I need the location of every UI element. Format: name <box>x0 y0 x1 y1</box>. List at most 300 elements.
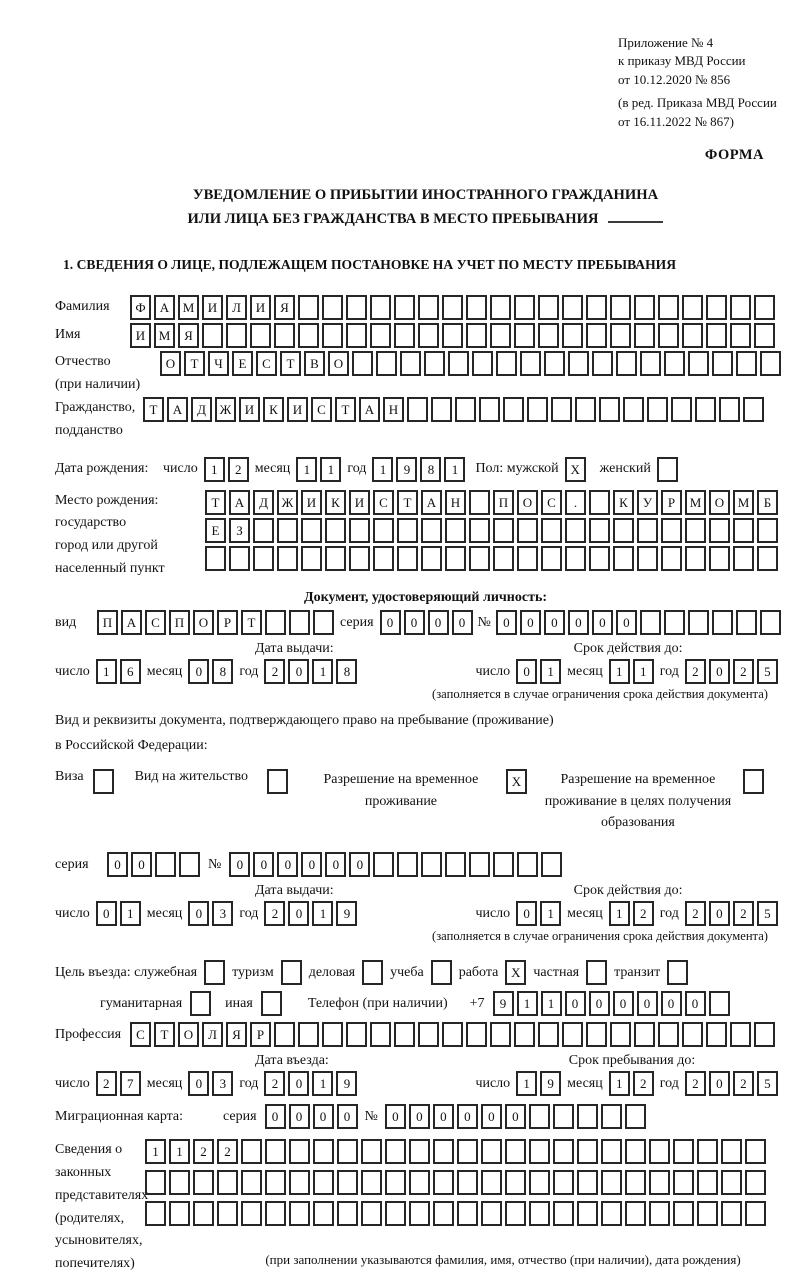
filled-cell[interactable]: Н <box>383 397 404 422</box>
empty-cell[interactable] <box>400 351 421 376</box>
empty-cell[interactable] <box>298 1022 319 1047</box>
empty-cell[interactable] <box>472 351 493 376</box>
filled-cell[interactable]: П <box>97 610 118 635</box>
filled-cell[interactable]: 0 <box>709 1071 730 1096</box>
empty-cell[interactable] <box>385 1201 406 1226</box>
filled-cell[interactable]: 0 <box>301 852 322 877</box>
filled-cell[interactable]: 0 <box>265 1104 286 1129</box>
filled-cell[interactable]: М <box>685 490 706 515</box>
filled-cell[interactable]: А <box>229 490 250 515</box>
filled-cell[interactable]: 0 <box>496 610 517 635</box>
empty-cell[interactable] <box>682 1022 703 1047</box>
empty-cell[interactable] <box>640 610 661 635</box>
empty-cell[interactable] <box>688 351 709 376</box>
filled-cell[interactable]: 5 <box>757 659 778 684</box>
empty-cell[interactable] <box>253 518 274 543</box>
filled-cell[interactable]: Т <box>184 351 205 376</box>
filled-cell[interactable]: 9 <box>396 457 417 482</box>
filled-cell[interactable]: 0 <box>288 901 309 926</box>
empty-cell[interactable] <box>469 490 490 515</box>
empty-cell[interactable] <box>685 546 706 571</box>
empty-cell[interactable] <box>493 518 514 543</box>
filled-cell[interactable]: А <box>421 490 442 515</box>
empty-cell[interactable] <box>466 1022 487 1047</box>
filled-cell[interactable]: 1 <box>372 457 393 482</box>
filled-cell[interactable]: 2 <box>264 1071 285 1096</box>
empty-cell[interactable] <box>577 1139 598 1164</box>
empty-cell[interactable] <box>445 518 466 543</box>
empty-cell[interactable] <box>745 1201 766 1226</box>
empty-cell[interactable] <box>469 546 490 571</box>
filled-cell[interactable]: 9 <box>493 991 514 1016</box>
empty-cell[interactable] <box>553 1201 574 1226</box>
empty-cell[interactable] <box>409 1201 430 1226</box>
empty-cell[interactable] <box>625 1139 646 1164</box>
empty-cell[interactable] <box>697 1139 718 1164</box>
filled-cell[interactable]: П <box>169 610 190 635</box>
empty-cell[interactable] <box>493 852 514 877</box>
empty-cell[interactable] <box>647 397 668 422</box>
empty-cell[interactable] <box>418 323 439 348</box>
empty-cell[interactable] <box>601 1104 622 1129</box>
empty-cell[interactable] <box>743 397 764 422</box>
empty-cell[interactable] <box>373 518 394 543</box>
empty-cell[interactable] <box>424 351 445 376</box>
filled-cell[interactable]: 6 <box>120 659 141 684</box>
filled-cell[interactable]: 2 <box>264 659 285 684</box>
empty-cell[interactable] <box>397 852 418 877</box>
filled-cell[interactable]: 1 <box>312 901 333 926</box>
filled-cell[interactable]: В <box>304 351 325 376</box>
filled-cell[interactable]: И <box>202 295 223 320</box>
empty-cell[interactable] <box>664 610 685 635</box>
empty-cell[interactable] <box>322 1022 343 1047</box>
empty-cell[interactable] <box>202 323 223 348</box>
filled-cell[interactable]: 0 <box>565 991 586 1016</box>
empty-cell[interactable] <box>541 518 562 543</box>
filled-cell[interactable]: 0 <box>544 610 565 635</box>
filled-cell[interactable]: 9 <box>336 1071 357 1096</box>
filled-cell[interactable]: 0 <box>661 991 682 1016</box>
empty-cell[interactable] <box>281 960 302 985</box>
empty-cell[interactable] <box>538 1022 559 1047</box>
empty-cell[interactable] <box>503 397 524 422</box>
filled-cell[interactable]: Е <box>205 518 226 543</box>
filled-cell[interactable]: С <box>541 490 562 515</box>
filled-cell[interactable]: Ф <box>130 295 151 320</box>
filled-cell[interactable]: К <box>325 490 346 515</box>
empty-cell[interactable] <box>544 351 565 376</box>
filled-cell[interactable]: 1 <box>296 457 317 482</box>
empty-cell[interactable] <box>589 490 610 515</box>
filled-cell[interactable]: 1 <box>633 659 654 684</box>
empty-cell[interactable] <box>649 1170 670 1195</box>
filled-cell[interactable]: 1 <box>312 1071 333 1096</box>
filled-cell[interactable]: 0 <box>253 852 274 877</box>
empty-cell[interactable] <box>313 610 334 635</box>
empty-cell[interactable] <box>706 1022 727 1047</box>
empty-cell[interactable] <box>706 295 727 320</box>
filled-cell[interactable]: 8 <box>420 457 441 482</box>
filled-cell[interactable]: 1 <box>541 991 562 1016</box>
filled-cell[interactable]: Р <box>250 1022 271 1047</box>
empty-cell[interactable] <box>505 1201 526 1226</box>
empty-cell[interactable] <box>418 295 439 320</box>
empty-cell[interactable] <box>274 1022 295 1047</box>
filled-cell[interactable]: О <box>328 351 349 376</box>
filled-cell[interactable]: 0 <box>520 610 541 635</box>
empty-cell[interactable] <box>682 295 703 320</box>
filled-cell[interactable]: Т <box>154 1022 175 1047</box>
empty-cell[interactable] <box>658 295 679 320</box>
empty-cell[interactable] <box>261 991 282 1016</box>
empty-cell[interactable] <box>442 295 463 320</box>
empty-cell[interactable] <box>529 1201 550 1226</box>
filled-cell[interactable]: 0 <box>592 610 613 635</box>
empty-cell[interactable] <box>145 1170 166 1195</box>
empty-cell[interactable] <box>743 769 764 794</box>
empty-cell[interactable] <box>241 1139 262 1164</box>
empty-cell[interactable] <box>754 1022 775 1047</box>
empty-cell[interactable] <box>673 1139 694 1164</box>
filled-cell[interactable]: 0 <box>516 901 537 926</box>
empty-cell[interactable] <box>265 1201 286 1226</box>
empty-cell[interactable] <box>265 1170 286 1195</box>
empty-cell[interactable] <box>277 546 298 571</box>
filled-cell[interactable]: 1 <box>609 659 630 684</box>
empty-cell[interactable] <box>493 546 514 571</box>
empty-cell[interactable] <box>754 323 775 348</box>
empty-cell[interactable] <box>289 1139 310 1164</box>
filled-cell[interactable]: С <box>311 397 332 422</box>
empty-cell[interactable] <box>673 1201 694 1226</box>
empty-cell[interactable] <box>601 1201 622 1226</box>
empty-cell[interactable] <box>658 323 679 348</box>
empty-cell[interactable] <box>664 351 685 376</box>
empty-cell[interactable] <box>217 1170 238 1195</box>
empty-cell[interactable] <box>733 518 754 543</box>
empty-cell[interactable] <box>169 1170 190 1195</box>
empty-cell[interactable] <box>241 1201 262 1226</box>
empty-cell[interactable] <box>568 351 589 376</box>
filled-cell[interactable]: И <box>349 490 370 515</box>
empty-cell[interactable] <box>373 546 394 571</box>
empty-cell[interactable] <box>586 960 607 985</box>
filled-cell[interactable]: 0 <box>288 659 309 684</box>
filled-cell[interactable]: Д <box>253 490 274 515</box>
empty-cell[interactable] <box>589 546 610 571</box>
filled-cell[interactable]: С <box>130 1022 151 1047</box>
filled-cell[interactable]: 0 <box>188 901 209 926</box>
empty-cell[interactable] <box>407 397 428 422</box>
empty-cell[interactable] <box>505 1139 526 1164</box>
empty-cell[interactable] <box>361 1201 382 1226</box>
empty-cell[interactable] <box>481 1139 502 1164</box>
empty-cell[interactable] <box>517 518 538 543</box>
filled-cell[interactable]: 2 <box>633 1071 654 1096</box>
empty-cell[interactable] <box>730 323 751 348</box>
filled-cell[interactable]: Т <box>143 397 164 422</box>
filled-cell[interactable]: Т <box>397 490 418 515</box>
filled-cell[interactable]: 1 <box>516 1071 537 1096</box>
empty-cell[interactable] <box>661 518 682 543</box>
filled-cell[interactable]: 2 <box>96 1071 117 1096</box>
filled-cell[interactable]: 2 <box>264 901 285 926</box>
filled-cell[interactable]: 1 <box>96 659 117 684</box>
empty-cell[interactable] <box>517 546 538 571</box>
filled-cell[interactable]: П <box>493 490 514 515</box>
empty-cell[interactable] <box>169 1201 190 1226</box>
empty-cell[interactable] <box>421 852 442 877</box>
filled-cell[interactable]: 0 <box>457 1104 478 1129</box>
filled-cell[interactable]: 0 <box>516 659 537 684</box>
empty-cell[interactable] <box>490 323 511 348</box>
empty-cell[interactable] <box>466 323 487 348</box>
empty-cell[interactable] <box>745 1139 766 1164</box>
empty-cell[interactable] <box>442 1022 463 1047</box>
empty-cell[interactable] <box>337 1201 358 1226</box>
filled-cell[interactable]: И <box>301 490 322 515</box>
empty-cell[interactable] <box>145 1201 166 1226</box>
empty-cell[interactable] <box>565 546 586 571</box>
filled-cell[interactable]: Ч <box>208 351 229 376</box>
empty-cell[interactable] <box>448 351 469 376</box>
empty-cell[interactable] <box>695 397 716 422</box>
empty-cell[interactable] <box>301 518 322 543</box>
filled-cell[interactable]: У <box>637 490 658 515</box>
empty-cell[interactable] <box>445 852 466 877</box>
empty-cell[interactable] <box>313 1139 334 1164</box>
filled-cell[interactable]: 1 <box>312 659 333 684</box>
filled-cell[interactable]: 0 <box>685 991 706 1016</box>
empty-cell[interactable] <box>577 1201 598 1226</box>
empty-cell[interactable] <box>370 323 391 348</box>
empty-cell[interactable] <box>253 546 274 571</box>
filled-cell[interactable]: М <box>178 295 199 320</box>
empty-cell[interactable] <box>409 1139 430 1164</box>
filled-cell[interactable]: Ж <box>215 397 236 422</box>
filled-cell[interactable]: 0 <box>325 852 346 877</box>
filled-cell[interactable]: 0 <box>709 659 730 684</box>
filled-cell[interactable]: Я <box>178 323 199 348</box>
empty-cell[interactable] <box>562 295 583 320</box>
empty-cell[interactable] <box>697 1170 718 1195</box>
empty-cell[interactable] <box>514 323 535 348</box>
empty-cell[interactable] <box>640 351 661 376</box>
empty-cell[interactable] <box>586 323 607 348</box>
empty-cell[interactable] <box>541 852 562 877</box>
empty-cell[interactable] <box>745 1170 766 1195</box>
filled-cell[interactable]: 1 <box>169 1139 190 1164</box>
empty-cell[interactable] <box>575 397 596 422</box>
filled-cell[interactable]: 2 <box>685 1071 706 1096</box>
empty-cell[interactable] <box>481 1201 502 1226</box>
empty-cell[interactable] <box>529 1139 550 1164</box>
empty-cell[interactable] <box>277 518 298 543</box>
empty-cell[interactable] <box>325 546 346 571</box>
empty-cell[interactable] <box>490 1022 511 1047</box>
filled-cell[interactable]: X <box>506 769 527 794</box>
filled-cell[interactable]: И <box>250 295 271 320</box>
empty-cell[interactable] <box>469 518 490 543</box>
empty-cell[interactable] <box>682 323 703 348</box>
filled-cell[interactable]: М <box>154 323 175 348</box>
empty-cell[interactable] <box>349 518 370 543</box>
filled-cell[interactable]: 3 <box>212 901 233 926</box>
filled-cell[interactable]: А <box>154 295 175 320</box>
filled-cell[interactable]: 2 <box>228 457 249 482</box>
filled-cell[interactable]: 1 <box>517 991 538 1016</box>
empty-cell[interactable] <box>337 1170 358 1195</box>
empty-cell[interactable] <box>193 1201 214 1226</box>
filled-cell[interactable]: 0 <box>349 852 370 877</box>
empty-cell[interactable] <box>433 1170 454 1195</box>
empty-cell[interactable] <box>673 1170 694 1195</box>
filled-cell[interactable]: Л <box>226 295 247 320</box>
empty-cell[interactable] <box>514 1022 535 1047</box>
filled-cell[interactable]: 0 <box>452 610 473 635</box>
empty-cell[interactable] <box>457 1201 478 1226</box>
filled-cell[interactable]: Я <box>274 295 295 320</box>
empty-cell[interactable] <box>373 852 394 877</box>
empty-cell[interactable] <box>754 295 775 320</box>
empty-cell[interactable] <box>445 546 466 571</box>
empty-cell[interactable] <box>362 960 383 985</box>
empty-cell[interactable] <box>505 1170 526 1195</box>
empty-cell[interactable] <box>637 546 658 571</box>
empty-cell[interactable] <box>385 1139 406 1164</box>
filled-cell[interactable]: З <box>229 518 250 543</box>
filled-cell[interactable]: 0 <box>337 1104 358 1129</box>
filled-cell[interactable]: Л <box>202 1022 223 1047</box>
empty-cell[interactable] <box>179 852 200 877</box>
empty-cell[interactable] <box>361 1170 382 1195</box>
empty-cell[interactable] <box>349 546 370 571</box>
empty-cell[interactable] <box>193 1170 214 1195</box>
empty-cell[interactable] <box>397 518 418 543</box>
empty-cell[interactable] <box>394 323 415 348</box>
filled-cell[interactable]: 9 <box>540 1071 561 1096</box>
filled-cell[interactable]: 0 <box>277 852 298 877</box>
empty-cell[interactable] <box>479 397 500 422</box>
filled-cell[interactable]: 0 <box>288 1071 309 1096</box>
filled-cell[interactable]: 3 <box>212 1071 233 1096</box>
filled-cell[interactable]: О <box>178 1022 199 1047</box>
filled-cell[interactable]: Б <box>757 490 778 515</box>
empty-cell[interactable] <box>592 351 613 376</box>
empty-cell[interactable] <box>736 351 757 376</box>
empty-cell[interactable] <box>529 1170 550 1195</box>
empty-cell[interactable] <box>577 1170 598 1195</box>
filled-cell[interactable]: Т <box>335 397 356 422</box>
empty-cell[interactable] <box>685 518 706 543</box>
empty-cell[interactable] <box>361 1139 382 1164</box>
filled-cell[interactable]: 8 <box>212 659 233 684</box>
empty-cell[interactable] <box>538 295 559 320</box>
empty-cell[interactable] <box>442 323 463 348</box>
empty-cell[interactable] <box>289 1201 310 1226</box>
filled-cell[interactable]: 1 <box>540 659 561 684</box>
empty-cell[interactable] <box>610 1022 631 1047</box>
empty-cell[interactable] <box>226 323 247 348</box>
empty-cell[interactable] <box>289 1170 310 1195</box>
filled-cell[interactable]: X <box>565 457 586 482</box>
empty-cell[interactable] <box>265 1139 286 1164</box>
empty-cell[interactable] <box>385 1170 406 1195</box>
empty-cell[interactable] <box>274 323 295 348</box>
empty-cell[interactable] <box>241 1170 262 1195</box>
empty-cell[interactable] <box>289 610 310 635</box>
filled-cell[interactable]: 2 <box>733 901 754 926</box>
filled-cell[interactable]: Р <box>661 490 682 515</box>
empty-cell[interactable] <box>155 852 176 877</box>
empty-cell[interactable] <box>346 295 367 320</box>
empty-cell[interactable] <box>490 295 511 320</box>
empty-cell[interactable] <box>553 1104 574 1129</box>
filled-cell[interactable]: О <box>160 351 181 376</box>
empty-cell[interactable] <box>688 610 709 635</box>
empty-cell[interactable] <box>529 1104 550 1129</box>
empty-cell[interactable] <box>352 351 373 376</box>
empty-cell[interactable] <box>719 397 740 422</box>
filled-cell[interactable]: 0 <box>433 1104 454 1129</box>
empty-cell[interactable] <box>577 1104 598 1129</box>
filled-cell[interactable]: 1 <box>609 901 630 926</box>
filled-cell[interactable]: 2 <box>633 901 654 926</box>
empty-cell[interactable] <box>721 1201 742 1226</box>
empty-cell[interactable] <box>721 1170 742 1195</box>
empty-cell[interactable] <box>250 323 271 348</box>
filled-cell[interactable]: О <box>193 610 214 635</box>
empty-cell[interactable] <box>346 1022 367 1047</box>
empty-cell[interactable] <box>298 323 319 348</box>
empty-cell[interactable] <box>466 295 487 320</box>
filled-cell[interactable]: 0 <box>188 1071 209 1096</box>
empty-cell[interactable] <box>709 991 730 1016</box>
empty-cell[interactable] <box>217 1201 238 1226</box>
filled-cell[interactable]: . <box>565 490 586 515</box>
filled-cell[interactable]: А <box>121 610 142 635</box>
empty-cell[interactable] <box>517 852 538 877</box>
filled-cell[interactable]: К <box>263 397 284 422</box>
filled-cell[interactable]: Р <box>217 610 238 635</box>
filled-cell[interactable]: X <box>505 960 526 985</box>
empty-cell[interactable] <box>313 1201 334 1226</box>
empty-cell[interactable] <box>496 351 517 376</box>
empty-cell[interactable] <box>760 351 781 376</box>
filled-cell[interactable]: 0 <box>709 901 730 926</box>
empty-cell[interactable] <box>394 295 415 320</box>
filled-cell[interactable]: 0 <box>589 991 610 1016</box>
empty-cell[interactable] <box>322 323 343 348</box>
filled-cell[interactable]: И <box>239 397 260 422</box>
filled-cell[interactable]: Е <box>232 351 253 376</box>
filled-cell[interactable]: 0 <box>404 610 425 635</box>
empty-cell[interactable] <box>613 518 634 543</box>
empty-cell[interactable] <box>562 323 583 348</box>
filled-cell[interactable]: 0 <box>613 991 634 1016</box>
filled-cell[interactable]: 8 <box>336 659 357 684</box>
empty-cell[interactable] <box>634 1022 655 1047</box>
empty-cell[interactable] <box>649 1139 670 1164</box>
filled-cell[interactable]: 0 <box>380 610 401 635</box>
empty-cell[interactable] <box>313 1170 334 1195</box>
filled-cell[interactable]: 2 <box>685 659 706 684</box>
filled-cell[interactable]: Т <box>241 610 262 635</box>
empty-cell[interactable] <box>553 1170 574 1195</box>
empty-cell[interactable] <box>610 295 631 320</box>
filled-cell[interactable]: 0 <box>229 852 250 877</box>
